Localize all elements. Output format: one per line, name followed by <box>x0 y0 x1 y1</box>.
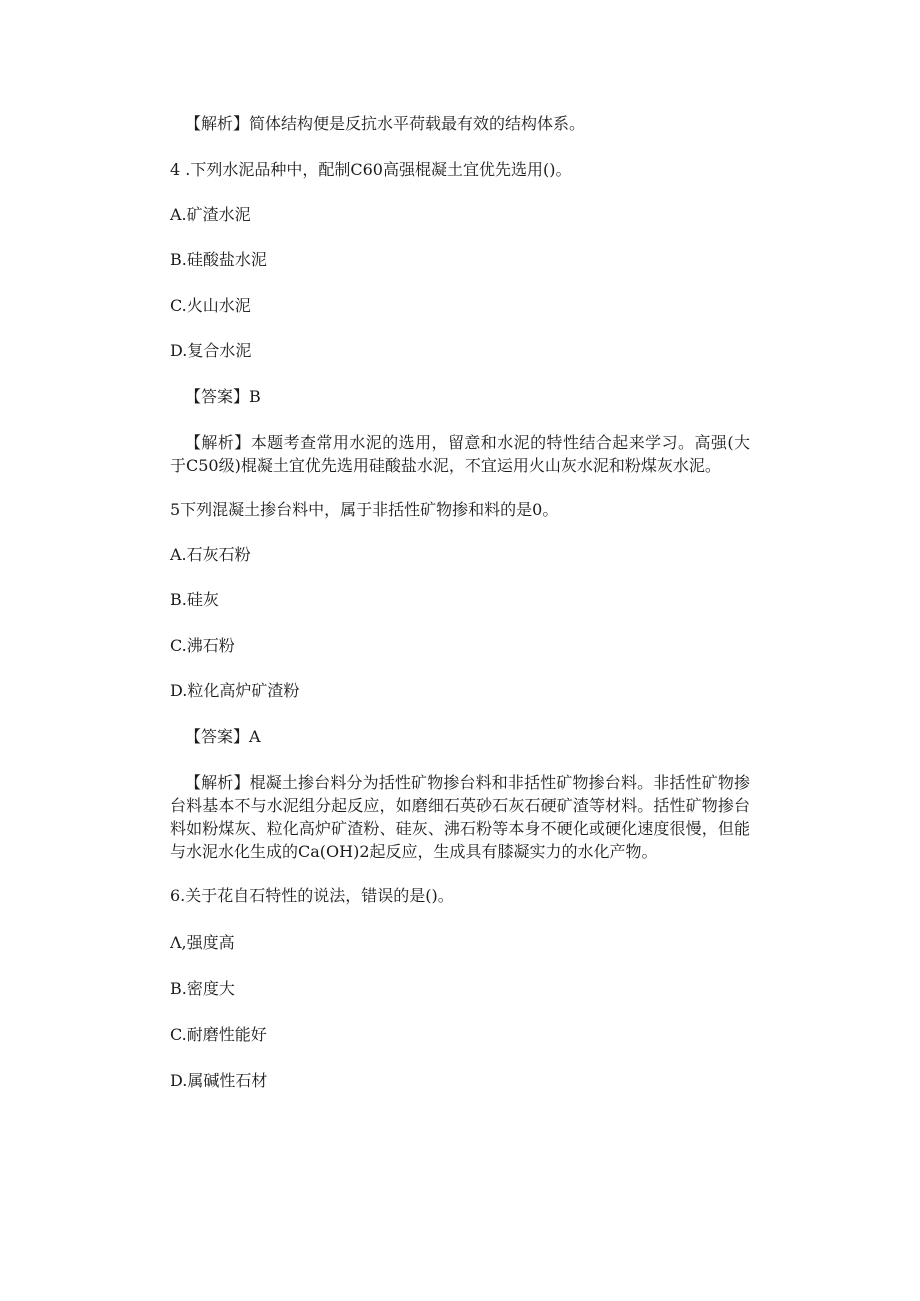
q4-analysis: 【解析】本题考查常用水泥的选用，留意和水泥的特性结合起来学习。高强(大于C50级)棍凝土宜优先选用硅酸盐水泥，不宜运用火山灰水泥和粉煤灰水泥。 <box>170 433 750 475</box>
q6-option-c: C.耐磨性能好 <box>170 1025 267 1044</box>
q4-option-c: C.火山水泥 <box>170 296 251 315</box>
question-5: 5下列混凝土掺台料中，属于非括性矿物掺和料的是0。 <box>170 500 559 519</box>
q5-option-b: B.硅灰 <box>170 590 219 609</box>
question-6: 6.关于花自石特性的说法，错误的是()。 <box>170 886 454 905</box>
q5-analysis: 【解析】棍凝土掺台料分为括性矿物掺台料和非括性矿物掺台料。非括性矿物掺台料基本不与水泥组分起反应，如磨细石英砂石灰石硬矿渣等材料。括性矿物掺台料如粉煤灰、粒化高炉矿渣粉、硅灰、沸石粉等本身不硬化或硬化速度很慢，但能与水泥水化生成的Ca(OH)2起反应，生成具有膝凝实力的水化产物。 <box>170 773 750 861</box>
q5-option-a: A.石灰石粉 <box>170 545 251 564</box>
q6-option-d: D.属碱性石材 <box>170 1071 268 1090</box>
q5-answer: 【答案】A <box>185 727 261 746</box>
q5-option-d: D.粒化高炉矿渣粉 <box>170 681 300 700</box>
q6-option-a: Λ,强度高 <box>170 933 235 952</box>
q4-answer: 【答案】B <box>185 387 261 406</box>
analysis-q3: 【解析】简体结构便是反抗水平荷载最有效的结构体系。 <box>185 114 586 133</box>
question-4: 4 .下列水泥品种中，配制C60高强棍凝土宜优先选用()。 <box>170 160 572 179</box>
q4-option-a: A.矿渣水泥 <box>170 205 251 224</box>
q4-option-d: D.复合水泥 <box>170 341 252 360</box>
q5-option-c: C.沸石粉 <box>170 636 235 655</box>
q4-option-b: B.硅酸盐水泥 <box>170 250 267 269</box>
q6-option-b: B.密度大 <box>170 979 235 998</box>
